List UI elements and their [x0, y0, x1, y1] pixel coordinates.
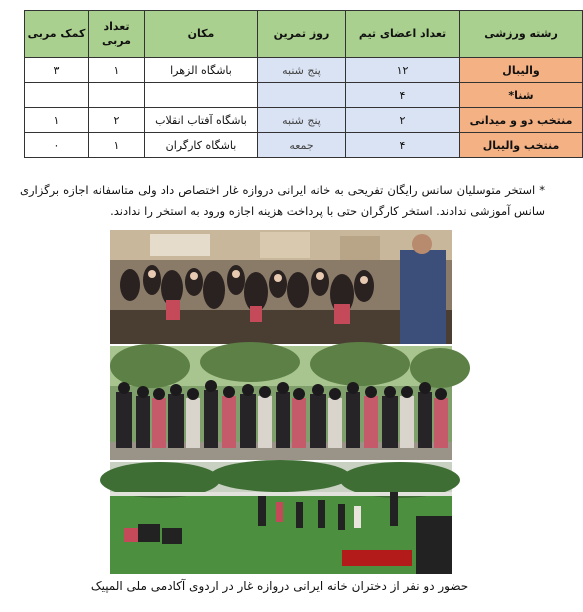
header-coaches: تعداد مربی: [89, 11, 145, 58]
cell-sport: شنا*: [460, 83, 583, 108]
cell-members: ۲: [346, 108, 460, 133]
cell-day: [258, 83, 346, 108]
cell-coaches: ۲: [89, 108, 145, 133]
cell-day: پنج شنبه: [258, 58, 346, 83]
cell-coaches: ۱: [89, 133, 145, 158]
cell-sport: والیبال: [460, 58, 583, 83]
table-row: [25, 58, 583, 83]
header-sport: رشته ورزشی: [460, 11, 583, 58]
cell-coaches: [89, 83, 145, 108]
cell-members: ۱۲: [346, 58, 460, 83]
sports-table: [24, 10, 583, 158]
cell-assistants: ۳: [25, 58, 89, 83]
footnote-text: * استخر متوسلیان سانس رایگان تفریحی به خانه ایرانی دروازه غار اختصاص داد ولی متاسفانه اجازه برگزاری سانس آموزشی ندادند. استخر کارگران حتی با پرداخت هزینه اجازه ورود به استخر را ندادند.: [20, 183, 545, 218]
table-row: [25, 108, 583, 133]
header-day: روز تمرین: [258, 11, 346, 58]
cell-place: باشگاه الزهرا: [145, 58, 258, 83]
table-row: [25, 133, 583, 158]
header-assistants: کمک مربی: [25, 11, 89, 58]
classroom-photo: [110, 230, 452, 344]
cell-place: [145, 83, 258, 108]
group-photo: [110, 346, 452, 460]
cell-place: باشگاه آفتاب انقلاب: [145, 108, 258, 133]
photo-caption: حضور دو نفر از دختران خانه ایرانی دروازه غار در اردوی آکادمی ملی المپیک: [90, 579, 469, 593]
header-members: تعداد اعضای تیم: [346, 11, 460, 58]
cell-day: پنج شنبه: [258, 108, 346, 133]
cell-day: جمعه: [258, 133, 346, 158]
table-header-row: [25, 11, 583, 58]
field-photo: [110, 462, 452, 574]
cell-coaches: ۱: [89, 58, 145, 83]
cell-assistants: ۱: [25, 108, 89, 133]
cell-members: ۴: [346, 83, 460, 108]
header-place: مکان: [145, 11, 258, 58]
cell-sport: منتخب دو و میدانی: [460, 108, 583, 133]
cell-place: باشگاه کارگران: [145, 133, 258, 158]
cell-sport: منتخب والیبال: [460, 133, 583, 158]
cell-members: ۴: [346, 133, 460, 158]
cell-assistants: ۰: [25, 133, 89, 158]
cell-assistants: [25, 83, 89, 108]
table-row: [25, 83, 583, 108]
